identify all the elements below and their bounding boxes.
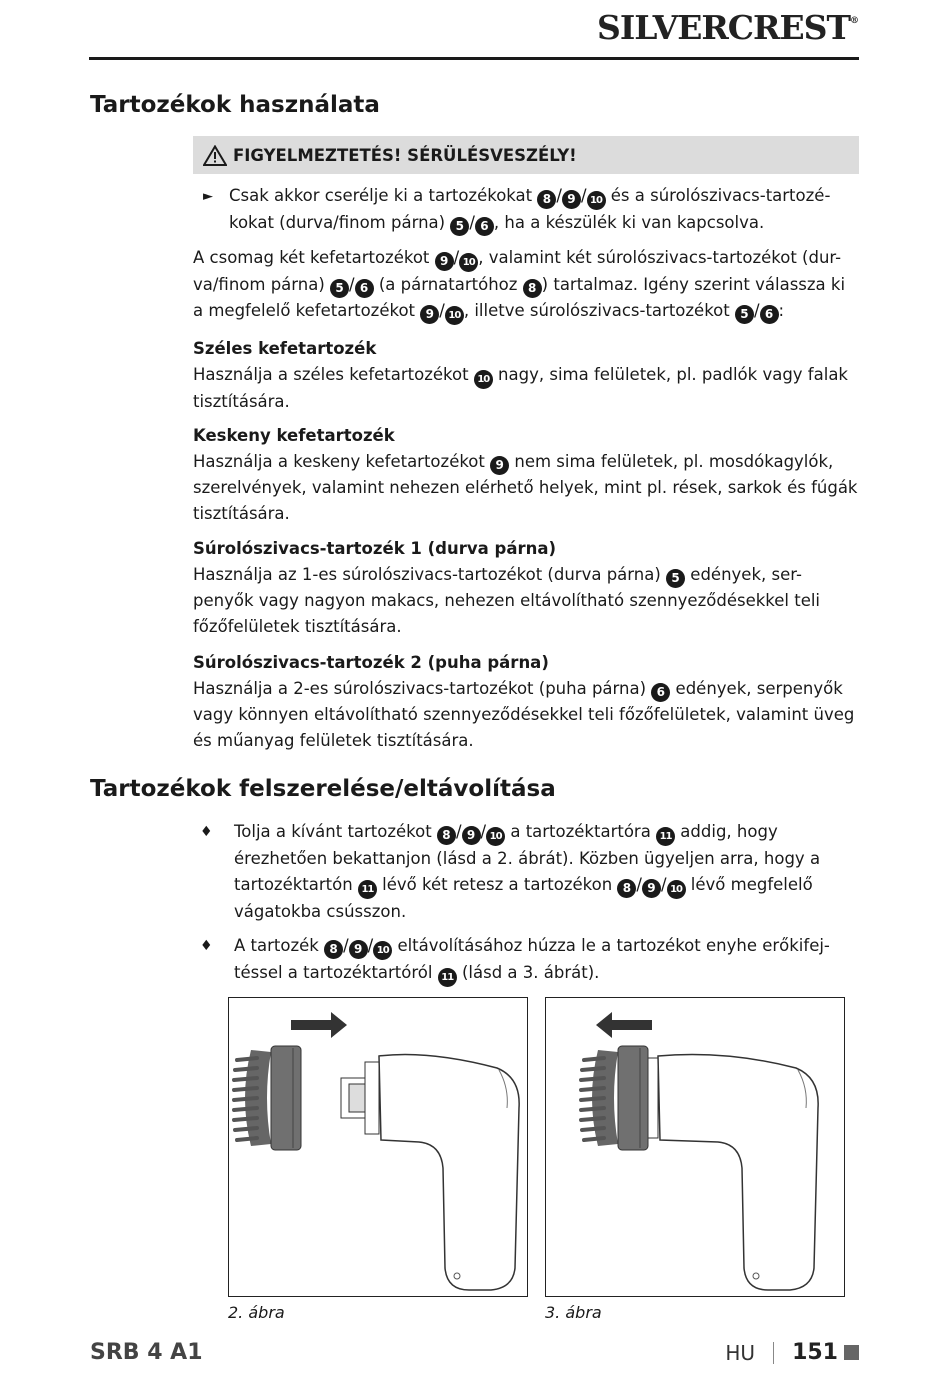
warning-box xyxy=(193,136,859,236)
wide-brush-section: Széles kefetartozék Használja a széles kefetartozékot 10 nagy, sima felületek, pl. padlók vagy falak tisztítására. xyxy=(193,336,859,415)
pad1-section: Súrolószivacs-tartozék 1 (durva párna) Használja az 1-es súrolószivacs-tartozékot (durva párna) 5 edények, ser-penyők vagy nagyon makacs, nehezen eltávolítható szennyeződésekkel teli főzőfelületek tisztítására. xyxy=(193,536,859,640)
section-title-attach: Tartozékok felszerelése/eltávolítása xyxy=(90,776,556,802)
brand-logo: SILVERCREST® xyxy=(597,8,858,47)
warning-triangle-icon xyxy=(203,145,227,166)
narrow-brush-section: Keskeny kefetartozék Használja a keskeny kefetartozékot 9 nem sima felületek, pl. mosdókagylók, szerelvények, valamint nehezen elérhető helyek, mint pl. rések, sarkok és fúgák tisztítására. xyxy=(193,423,859,527)
diamond-bullet-icon: ♦ xyxy=(200,938,213,954)
remove-illustration xyxy=(546,998,844,1296)
footer-divider xyxy=(773,1342,774,1364)
square-marker-icon xyxy=(844,1345,859,1360)
figure-3-remove xyxy=(545,997,845,1297)
narrow-brush-heading: Keskeny kefetartozék xyxy=(193,426,395,445)
wide-brush-heading: Széles kefetartozék xyxy=(193,339,377,358)
list-item: ♦ A tartozék 8 / 9 / 10 eltávolításához húzza le a tartozékot enyhe erőkifej-téssel a tartozéktartóról 11 (lásd a 3. ábrát). xyxy=(200,933,860,987)
header-rule xyxy=(89,57,859,60)
language-code: HU xyxy=(725,1340,756,1365)
figure-2-attach xyxy=(228,997,528,1297)
pad2-section: Súrolószivacs-tartozék 2 (puha párna) Használja a 2-es súrolószivacs-tartozékot (puha párna) 6 edények, serpenyők vagy könnyen eltávolítható szennyeződésekkel teli főzőfelületek, valamint üveg és műanyag felületek tisztítására. xyxy=(193,650,859,754)
page-number: 151 xyxy=(792,1340,838,1365)
figure-2-caption: 2. ábra xyxy=(228,1303,285,1322)
diamond-bullet-icon: ♦ xyxy=(200,824,213,840)
arrow-bullet-icon: ► xyxy=(203,189,213,204)
intro-paragraph: A csomag két kefetartozékot 9 / 10 , valamint két súrolószivacs-tartozékot (dur-va/finom párna) 5 / 6 (a párnatartóhoz 8 ) tartalmaz. Igény szerint válassza ki a megfelelő kefetartozékot 9 / 10 , illetve súrolószivacs-tartozékot 5 / 6 : xyxy=(193,245,859,325)
warning-text: ► Csak akkor cserélje ki a tartozékokat 8 / 9 / 10 és a súrolószivacs-tartozé-kokat (durva/finom párna) 5 / 6 , ha a készülék ki van kapcsolva. xyxy=(193,174,859,236)
figure-3-caption: 3. ábra xyxy=(545,1303,602,1322)
model-number: SRB 4 A1 xyxy=(90,1340,203,1365)
warning-title: FIGYELMEZTETÉS! SÉRÜLÉSVESZÉLY! xyxy=(233,145,577,165)
page-footer xyxy=(725,1340,859,1365)
list-item: ♦ Tolja a kívánt tartozékot 8 / 9 / 10 a tartozéktartóra 11 addig, hogy érezhetően bekattanjon (lásd a 2. ábrát). Közben ügyeljen arra, hogy a tartozéktartón 11 lévő két retesz a tartozékon 8 / 9 / 10 lévő megfelelő vágatokba csússzon. xyxy=(200,819,860,925)
section-title-usage: Tartozékok használata xyxy=(90,92,380,118)
pad2-heading: Súrolószivacs-tartozék 2 (puha párna) xyxy=(193,653,549,672)
pad1-heading: Súrolószivacs-tartozék 1 (durva párna) xyxy=(193,539,557,558)
warning-header xyxy=(193,136,859,174)
attach-illustration xyxy=(229,998,527,1296)
